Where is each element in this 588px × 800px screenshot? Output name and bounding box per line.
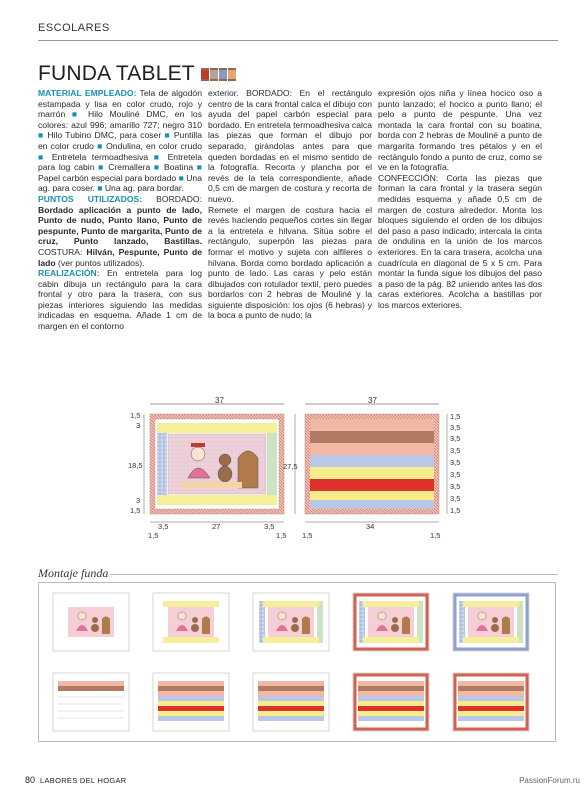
material-text: Boatina (160, 162, 197, 173)
back-dim: 34 (366, 522, 375, 531)
front-dim: 3,5 (264, 522, 275, 531)
montaje-steps-svg (39, 583, 557, 743)
article-title-wrap (38, 62, 236, 86)
bear-head (219, 454, 231, 466)
material-text: Entretela para log cabin (38, 151, 202, 173)
back-dim: 3,5 (450, 446, 461, 455)
montaje-title: Montaje funda (38, 566, 109, 580)
back-dim: 1,5 (450, 506, 461, 515)
back-dim: 3,5 (450, 482, 461, 491)
front-dim: 3 (136, 421, 141, 430)
girl-head (191, 447, 205, 461)
col3-paragraph-1: expresión ojos niña y línea hocico oso a punto lanzado; el hocico a punto llano; el pelo a punto de pespunte. Una vez montada la cara frontal con su boatina, borda con 2 hebras de Mouliné a punto de margarita formando tres pétalos y en el rectángulo fondo a punto de cruz, como se ve en la fotografía. (378, 88, 542, 173)
realizacion-label: REALIZACIÓN: (38, 268, 100, 279)
material-text: Cremallera (104, 162, 154, 173)
material-text: Una ag. para bordar. (102, 183, 184, 194)
back-dim: 1,5 (302, 531, 313, 540)
back-dim: 3,5 (450, 458, 461, 467)
front-dim: 27 (212, 522, 221, 531)
montaje-rule (110, 574, 558, 575)
front-dim: 1,5 (276, 531, 287, 540)
back-step-1 (53, 673, 129, 731)
article-title: FUNDA TABLET (38, 62, 195, 85)
puntos-bordado: BORDADO: (142, 193, 202, 204)
publication-name: LABORES DEL HOGAR (40, 776, 127, 785)
watermark: PassionForum.ru (519, 776, 580, 785)
material-text: Una ag. para coser. (38, 172, 202, 194)
material-text: Ondulina, en color crudo (103, 140, 202, 151)
back-piece (305, 414, 439, 514)
back-dim: 1,5 (450, 412, 461, 421)
front-step-2 (153, 593, 229, 651)
material-text: Papel carbón especial para bordado (38, 172, 179, 183)
front-dim: 3,5 (158, 522, 169, 531)
back-dim: 3,5 (450, 423, 461, 432)
front-step-4 (353, 593, 429, 651)
back-width: 37 (368, 396, 377, 405)
measurement-diagrams (130, 396, 480, 541)
section-label: ESCOLARES (38, 22, 110, 34)
material-text: Hilo Mouliné DMC, en los colores: azul 996; amarillo 727; negro 310 (38, 109, 203, 130)
spools-icon (201, 68, 236, 81)
text-column-3 (378, 88, 542, 310)
front-step-5 (453, 593, 529, 651)
back-dim: 3,5 (450, 470, 461, 479)
front-dim: 18,5 (128, 461, 143, 470)
col2-paragraph-2: Remete el margen de costura hacia el revés haciendo pequeños cortes sin llegar a la entretela e hilvana. Sitúa sobre el rectángulo, superpón las piezas para formar el motivo y sujeta con alfileres o hilvana. Borda como bordado aplicación a punto de lado. Las caras y pelo están dibujados con rotulador textil, pero puedes bordarlos con 2 hebras de Mouliné y la siguiente disposición: los ojos (6 hebras) y la boca a punto de nudo; la (208, 204, 372, 321)
back-step-4 (353, 673, 429, 731)
text-column-2 (208, 88, 372, 321)
height-total: 27,5 (283, 462, 298, 471)
material-text: Hilo Tubino DMC, para coser (44, 130, 165, 141)
puntos-label: PUNTOS UTILIZADOS: (38, 193, 143, 204)
diagram-svg (130, 396, 480, 541)
costura-label: COSTURA: (38, 246, 87, 257)
back-dim: 1,5 (430, 531, 441, 540)
realizacion-text: En entretela para log cabin dibuja un rectángulo para la cara frontal y otro para la trasera, con sus piezas interiores siguiendo las medidas indicadas en esquema. Añade 1 cm de margen en el contorno (38, 268, 202, 332)
back-dim: 3,5 (450, 434, 461, 443)
material-text: Tela de algodón estampada y lisa en color crudo, rojo y marrón (38, 88, 202, 120)
costura-list: Hilván, Pespunte, Punto de lado (38, 246, 203, 268)
top-rule (38, 40, 558, 41)
back-step-3 (253, 673, 329, 731)
page-number: 80 (25, 775, 36, 785)
col3-paragraph-2: CONFECCIÓN: Corta las piezas que forman la cara frontal y la trasera según medidas esquema y añade 0,5 cm de margen de costura alrededor. Monta los bloques siguiendo el orden de los dibujos del paso a paso indicado; intercala la cinta de ondulina en la unión de los marcos exteriores. En la cara trasera, acolcha una cuadrícula en diagonal de 5 x 5 cm. Para montar la funda sigue los dibujos del paso a paso de la pág. 82 uniendo antes las dos caras exteriores. Acolcha a bastillas por los marcos exteriores. (378, 172, 542, 310)
montaje-steps-box (38, 582, 556, 742)
text-column-1: MATERIAL EMPLEADO: Tela de algodón estampada y lisa en color crudo, rojo y marrón ■ Hilo Mouliné DMC, en los colores: azul 996; amarillo 727; negro 310 ■ Hilo Tubino DMC, para coser ■ Puntilla en color crudo ■ Ondulina, en color crudo ■ Entretela termoadhesiva ■ Entretela para log cabin ■ Cremallera ■ Boatina ■ Papel carbón especial para bordado ■ Una ag. para coser. ■ Una ag. para bordar. PUNTOS UTILIZADOS: BORDADO: Bordado aplicación a punto de lado, Punto de nudo, Punto llano, Punto de pespunte, Punto de margarita, Punto de cruz, Punto lanzado, Bastillas. COSTURA: Hilván, Pespunte, Punto de lado (ver puntos utilizados). REALIZACIÓN: En entretela para log cabin dibuja un rectángulo para la cara frontal y otro para la trasera, con sus piezas interiores siguiendo las medidas indicadas en esquema. Añade 1 cm de margen en el contorno (38, 88, 203, 332)
front-step-1 (53, 593, 129, 651)
material-label: MATERIAL EMPLEADO: (38, 88, 137, 98)
front-dim: 1,5 (130, 411, 141, 420)
front-step-3 (253, 593, 329, 651)
back-step-5 (453, 673, 529, 731)
front-width: 37 (215, 396, 224, 405)
costura-note: (ver puntos utilizados). (55, 257, 145, 268)
back-dim: 3,5 (450, 494, 461, 503)
material-text: Entretela termoadhesiva (46, 151, 154, 162)
back-step-2 (153, 673, 229, 731)
front-dim: 1,5 (148, 531, 159, 540)
front-dim: 3 (136, 496, 141, 505)
material-text: Puntilla en color crudo (38, 130, 202, 151)
col2-paragraph-1: exterior. BORDADO: En el rectángulo centro de la cara frontal calca el dibujo con ayuda del papel carbón especial para bordado. En entretela termoadhesiva calca las piezas que forman el dibujo por separado, girándolas antes para que queden bordadas en el mismo sentido de la fotografía. Recorta y plancha por el revés de la tela correspondiente, añade 0,5 cm de margen de costura y recorta de nuevo. (208, 88, 372, 204)
puntos-list: Bordado aplicación a punto de lado, Punto de nudo, Punto llano, Punto de pespunte, Punto de margarita, Punto de cruz, Punto lanzado, Bastillas. (38, 204, 202, 247)
front-dim: 1,5 (130, 506, 141, 515)
front-piece (150, 414, 284, 514)
